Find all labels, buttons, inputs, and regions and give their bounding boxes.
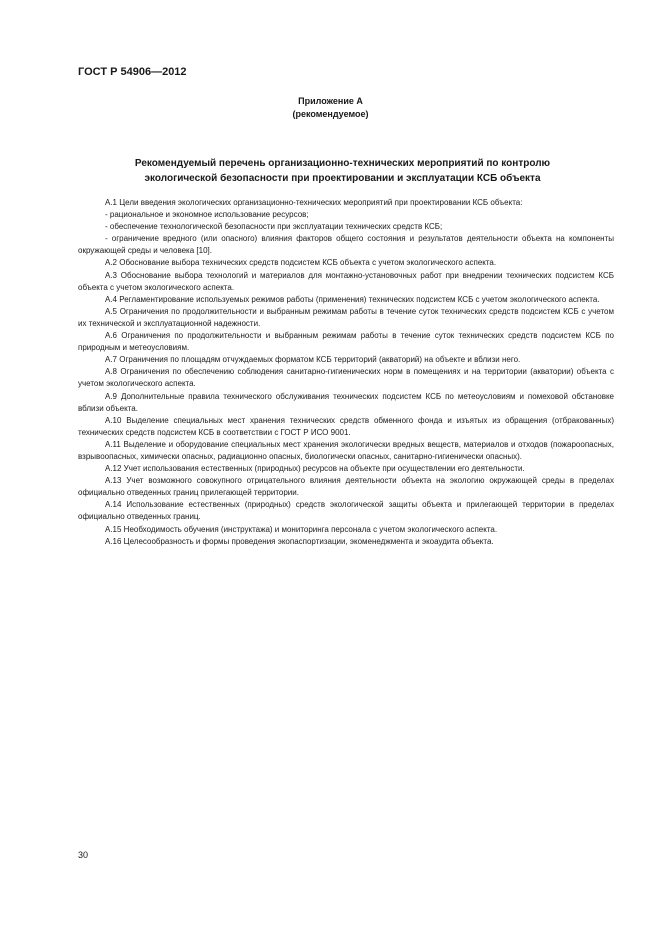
paragraph-a13: А.13 Учет возможного совокупного отрицательного влияния деятельности объекта на экологию окружающей среды в пределах официально отведенных границ прилегающей территории.: [78, 476, 614, 498]
list-item-1: - рациональное и экономное использование ресурсов;: [105, 210, 309, 220]
paragraph-a3: А.3 Обоснование выбора технологий и материалов для монтажно-установочных работ при внедрении технических подсистем КСБ объекта с учетом экологического аспекта.: [78, 270, 614, 292]
paragraph-a12: А.12 Учет использования естественных (природных) ресурсов на объекте при осуществлении его деятельности.: [105, 464, 525, 474]
paragraph-a4: А.4 Регламентирование используемых режимов работы (применения) технических подсистем КСБ с учетом экологического аспекта.: [105, 294, 600, 304]
paragraph-a5: А.5 Ограничения по продолжительности и выбранным режимам работы в течение суток технических средств подсистем КСБ с учетом их технической и эксплуатационной надежности.: [78, 306, 614, 328]
paragraph-a6: А.6 Ограничения по продолжительности и выбранным режимам работы в течение суток технических средств подсистем КСБ по природным и метеоусловиям.: [78, 331, 614, 353]
appendix-body: [78, 197, 614, 548]
paragraph-a9: А.9 Дополнительные правила технического обслуживания технических подсистем КСБ по метеоусловиям и помеховой обстановке вблизи объекта.: [78, 391, 614, 413]
title-line-2: экологической безопасности при проектировании и эксплуатации КСБ объекта: [144, 172, 541, 184]
paragraph-a10: А.10 Выделение специальных мест хранения технических средств обменного фонда и изъятых из обращения (отбракованных) технических средств подсистем КСБ в соответствии с ГОСТ Р ИСО 9001.: [78, 415, 614, 437]
appendix-status: (рекомендуемое): [292, 109, 369, 119]
paragraph-a14: А.14 Использование естественных (природных) средств экологической защиты объекта и прилегающей территории в пределах официально отведенных границ.: [78, 500, 614, 522]
appendix-label: Приложение А: [298, 96, 363, 106]
page-number: 30: [78, 850, 89, 860]
paragraph-a7: А.7 Ограничения по площадям отчуждаемых форматом КСБ территорий (акваторий) на объекте и вблизи него.: [105, 355, 521, 365]
paragraph-a11: А.11 Выделение и оборудование специальных мест хранения экологически вредных веществ, материалов и отходов (пожароопасных, взрывоопасных, химически опасных, радиационно опасных, биологически опасных, санитарно-гигиенически опасных).: [78, 439, 614, 461]
paragraph-a15: А.15 Необходимость обучения (инструктажа) и мониторинга персонала с учетом экологического аспекта.: [105, 524, 498, 534]
list-item-3: - ограничение вредного (или опасного) влияния факторов общего состояния и результатов деятельности объекта на компоненты окружающей среды и человека [10].: [78, 234, 614, 256]
title-line-1: Рекомендуемый перечень организационно-технических мероприятий по контролю: [134, 158, 551, 169]
appendix-title: [90, 157, 595, 186]
document-code: ГОСТ Р 54906—2012: [78, 66, 187, 78]
paragraph-a1: А.1 Цели введения экологических организационно-технических мероприятий при проектировании КСБ объекта:: [105, 198, 523, 207]
paragraph-a16: А.16 Целесообразность и формы проведения экопаспортизации, экоменеджмента и экоаудита объекта.: [105, 536, 494, 546]
paragraph-a2: А.2 Обоснование выбора технических средств подсистем КСБ объекта с учетом экологического аспекта.: [105, 258, 497, 268]
list-item-2: - обеспечение технологической безопасности при эксплуатации технических средств КСБ;: [105, 222, 443, 232]
paragraph-a8: А.8 Ограничения по обеспечению соблюдения санитарно-гигиенических норм в помещениях и на территории (акватории) объекта с учетом экологического аспекта.: [78, 367, 614, 389]
